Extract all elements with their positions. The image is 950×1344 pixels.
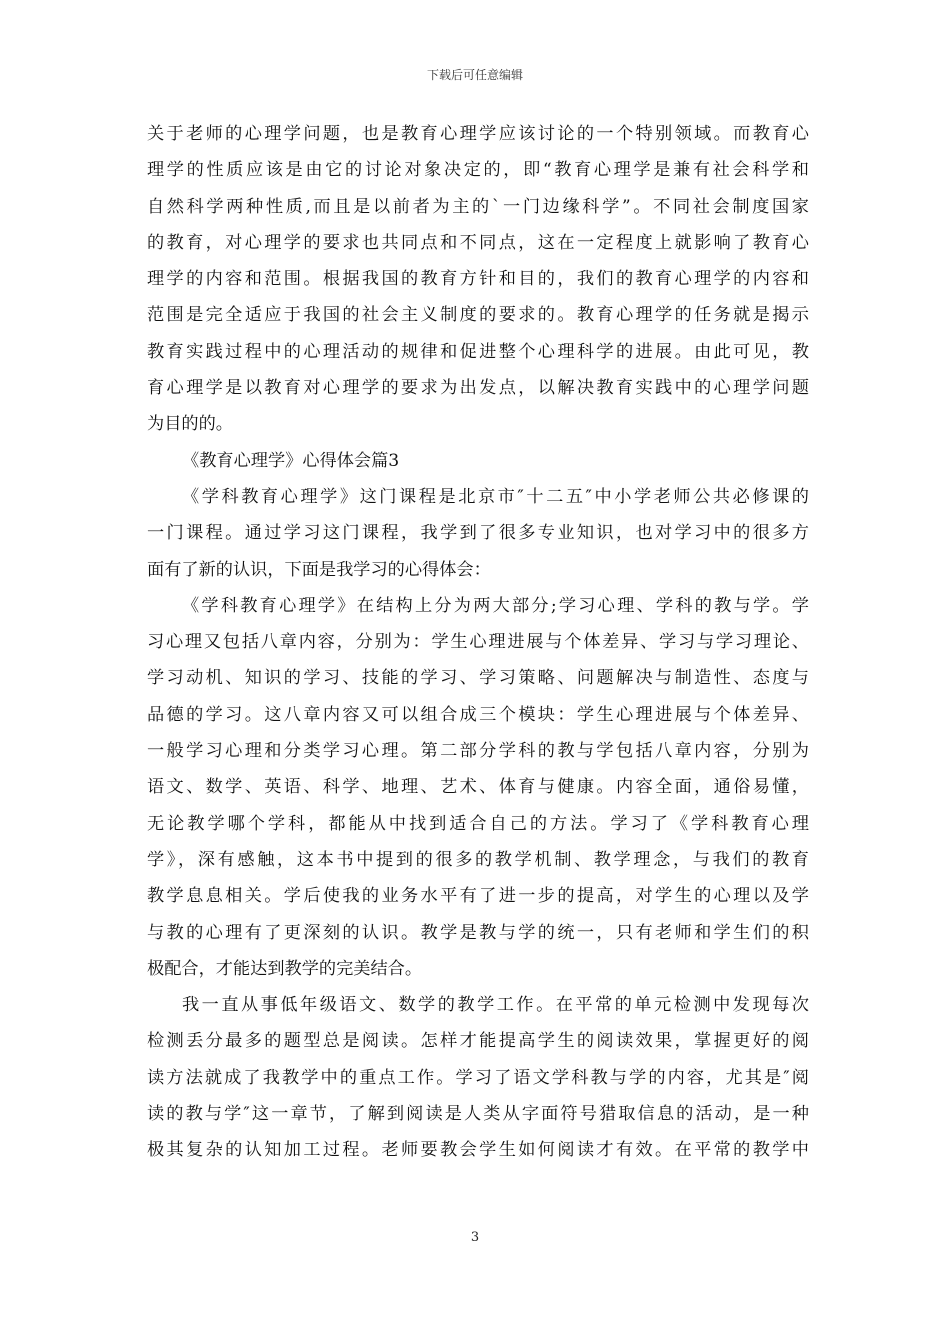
- text-line: 极配合，才能达到教学的完美结合。: [147, 958, 423, 979]
- document-body: [147, 116, 809, 1169]
- text-line: 检测丢分最多的题型总是阅读。怎样才能提高学生的阅读效果，掌握更好的阅: [147, 1031, 809, 1052]
- text-line: 《学科教育心理学》在结构上分为两大部分;学习心理、学科的教与学。学: [182, 595, 809, 616]
- text-line: 自然科学两种性质,而且是以前者为主的`一门边缘科学”。不同社会制度国家: [147, 196, 809, 217]
- text-line: 育心理学是以教育对心理学的要求为出发点，以解决教育实践中的心理学问题: [147, 378, 809, 399]
- text-line: 语文、数学、英语、科学、地理、艺术、体育与健康。内容全面，通俗易懂，: [147, 777, 809, 798]
- text-line: 读方法就成了我教学中的重点工作。学习了语文学科教与学的内容，尤其是″阅: [147, 1067, 809, 1088]
- page-header: 下载后可任意编辑: [426, 68, 523, 82]
- text-line: 理学的性质应该是由它的讨论对象决定的，即“教育心理学是兼有社会科学和: [147, 160, 809, 181]
- text-line: 一般学习心理和分类学习心理。第二部分学科的教与学包括八章内容，分别为: [147, 741, 809, 762]
- text-line: 无论教学哪个学科，都能从中找到适合自己的方法。学习了《学科教育心理: [147, 813, 809, 834]
- text-line: 为目的的。: [147, 414, 233, 435]
- text-line: 范围是完全适应于我国的社会主义制度的要求的。教育心理学的任务就是揭示: [147, 305, 809, 326]
- text-line: 读的教与学″这一章节，了解到阅读是人类从字面符号猎取信息的活动，是一种: [147, 1104, 809, 1125]
- text-line: 学》，深有感触，这本书中提到的很多的教学机制、教学理念，与我们的教育: [147, 849, 809, 870]
- text-line: 习心理又包括八章内容，分别为：学生心理进展与个体差异、学习与学习理论、: [147, 632, 809, 653]
- text-line: 《教育心理学》心得体会篇3: [182, 450, 400, 471]
- text-line: 《学科教育心理学》这门课程是北京市″十二五″中小学老师公共必修课的: [182, 486, 809, 507]
- text-line: 学习动机、知识的学习、技能的学习、学习策略、问题解决与制造性、态度与: [147, 668, 809, 689]
- text-line: 教学息息相关。学后使我的业务水平有了进一步的提高，对学生的心理以及学: [147, 886, 809, 907]
- text-line: 的教育，对心理学的要求也共同点和不同点，这在一定程度上就影响了教育心: [147, 232, 809, 253]
- text-line: 教育实践过程中的心理活动的规律和促进整个心理科学的进展。由此可见，教: [147, 341, 809, 362]
- text-line: 品德的学习。这八章内容又可以组合成三个模块：学生心理进展与个体差异、: [147, 704, 809, 725]
- text-line: 极其复杂的认知加工过程。老师要教会学生如何阅读才有效。在平常的教学中: [147, 1140, 809, 1161]
- text-line: 我一直从事低年级语文、数学的教学工作。在平常的单元检测中发现每次: [182, 995, 809, 1016]
- text-line: 一门课程。通过学习这门课程，我学到了很多专业知识，也对学习中的很多方: [147, 523, 809, 544]
- text-line: 面有了新的认识，下面是我学习的心得体会：: [147, 559, 491, 580]
- text-line: 与教的心理有了更深刻的认识。教学是教与学的统一，只有老师和学生们的积: [147, 922, 809, 943]
- text-line: 关于老师的心理学问题，也是教育心理学应该讨论的一个特别领域。而教育心: [147, 124, 809, 144]
- text-line: 理学的内容和范围。根据我国的教育方针和目的，我们的教育心理学的内容和: [147, 269, 809, 290]
- page-number: 3: [470, 1230, 480, 1245]
